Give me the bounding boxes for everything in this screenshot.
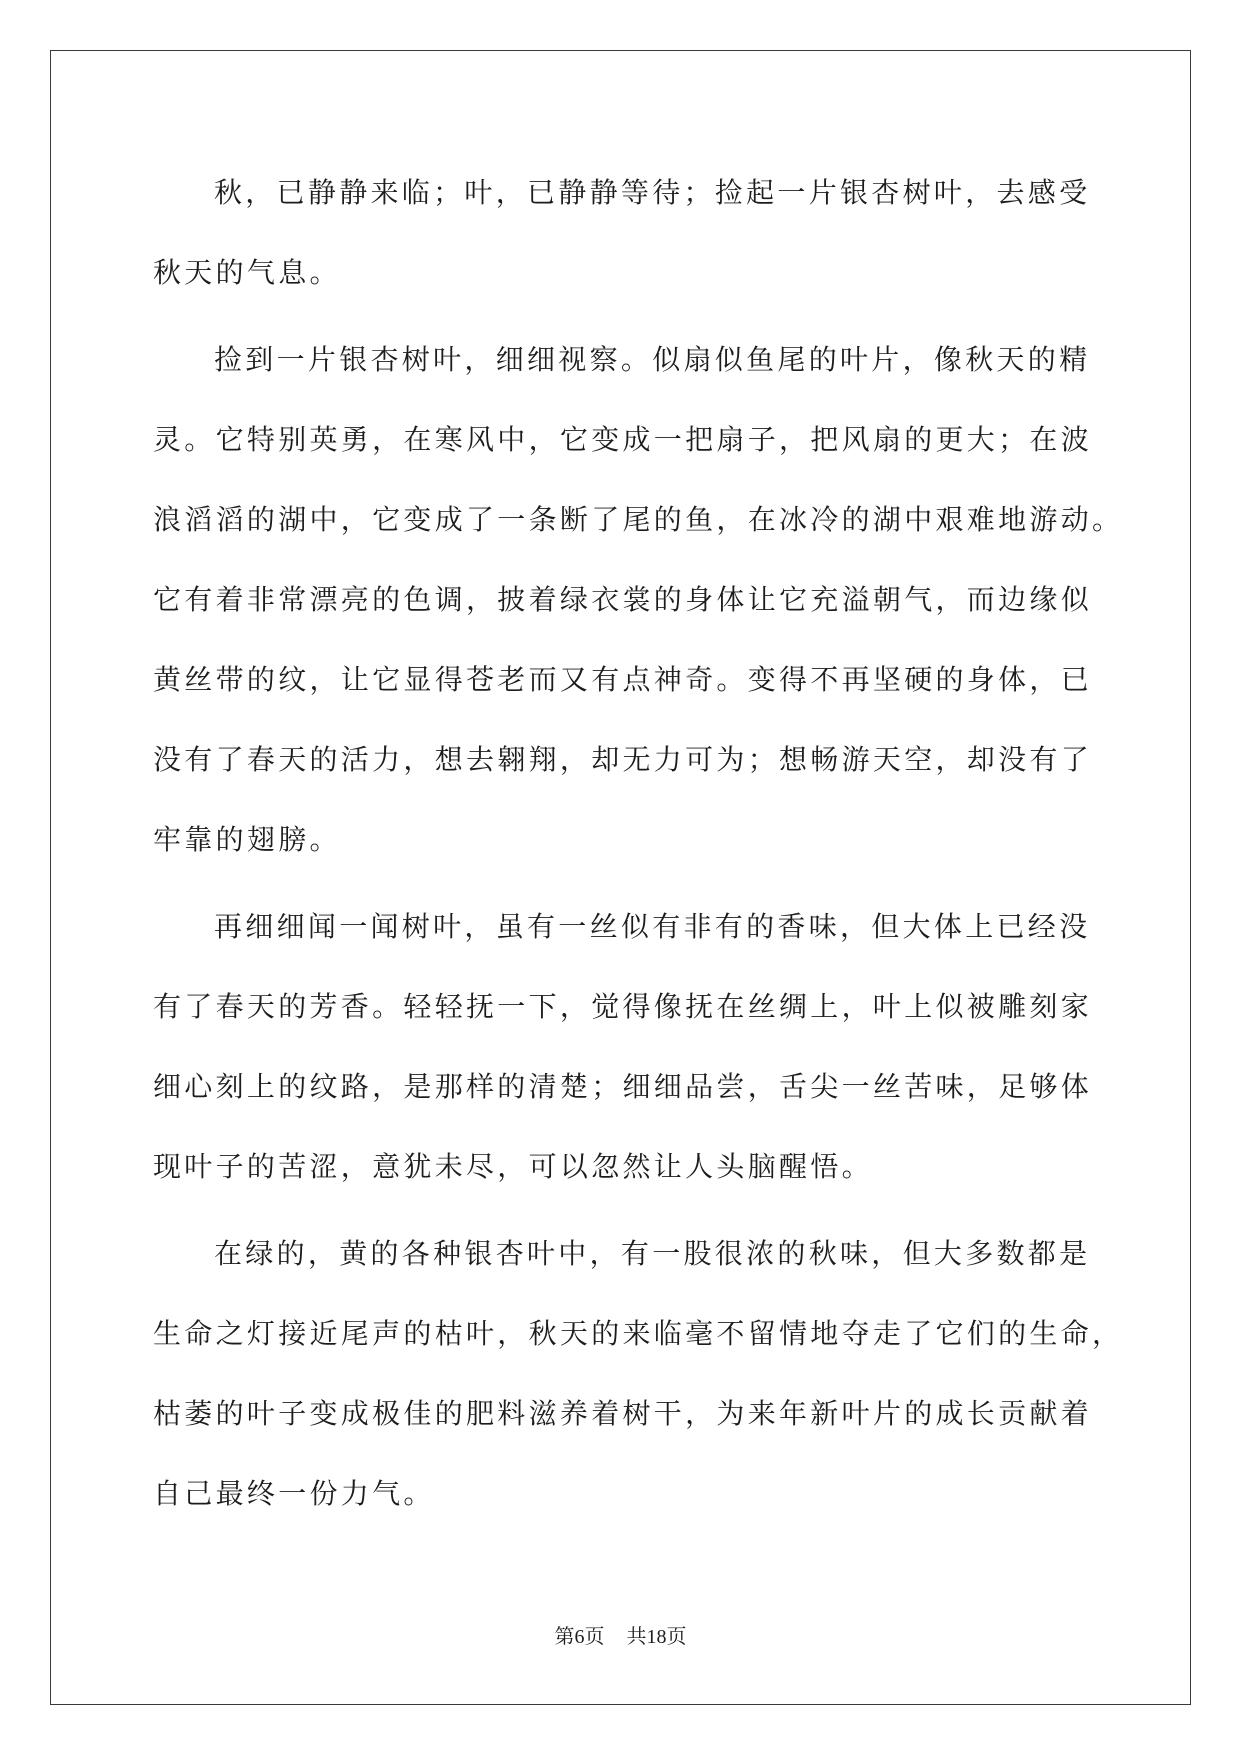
paragraph xyxy=(153,1214,1163,1534)
text-line: 自己最终一份力气。 xyxy=(153,1477,435,1510)
paragraph xyxy=(153,887,1163,1207)
page-number-current: 第6页 xyxy=(554,1626,605,1648)
document-body xyxy=(153,153,1163,1534)
text-line: 黄丝带的纹，让它显得苍老而又有点神奇。变得不再坚硬的身体，已 xyxy=(153,663,1093,696)
text-line: 生命之灯接近尾声的枯叶，秋天的来临毫不留情地夺走了它们的生命， xyxy=(153,1317,1124,1350)
text-line: 有了春天的芳香。轻轻抚一下，觉得像抚在丝绸上，叶上似被雕刻家 xyxy=(153,990,1093,1023)
text-line: 它有着非常漂亮的色调，披着绿衣裳的身体让它充溢朝气，而边缘似 xyxy=(153,583,1093,616)
text-line: 牢靠的翅膀。 xyxy=(153,823,341,856)
text-line: 在绿的，黄的各种银杏叶中，有一股很浓的秋味，但大多数都是 xyxy=(214,1237,1091,1270)
text-line: 秋，已静静来临；叶，已静静等待；捡起一片银杏树叶，去感受 xyxy=(214,176,1091,209)
paragraph xyxy=(153,320,1163,880)
text-line: 秋天的气息。 xyxy=(153,256,341,289)
text-line: 没有了春天的活力，想去翱翔，却无力可为；想畅游天空，却没有了 xyxy=(153,743,1093,776)
text-line: 浪滔滔的湖中，它变成了一条断了尾的鱼，在冰冷的湖中艰难地游动。 xyxy=(153,503,1124,536)
page-number-total: 共18页 xyxy=(626,1626,687,1648)
text-line: 再细细闻一闻树叶，虽有一丝似有非有的香味，但大体上已经没 xyxy=(214,910,1091,943)
paragraph xyxy=(153,153,1163,313)
text-line: 灵。它特别英勇，在寒风中，它变成一把扇子，把风扇的更大；在波 xyxy=(153,423,1093,456)
text-line: 细心刻上的纹路，是那样的清楚；细细品尝，舌尖一丝苦味，足够体 xyxy=(153,1070,1093,1103)
text-line: 枯萎的叶子变成极佳的肥料滋养着树干，为来年新叶片的成长贡献着 xyxy=(153,1397,1093,1430)
page-footer xyxy=(0,1625,1241,1649)
text-line: 现叶子的苦涩，意犹未尽，可以忽然让人头脑醒悟。 xyxy=(153,1150,873,1183)
text-line: 捡到一片银杏树叶，细细视察。似扇似鱼尾的叶片，像秋天的精 xyxy=(214,343,1091,376)
